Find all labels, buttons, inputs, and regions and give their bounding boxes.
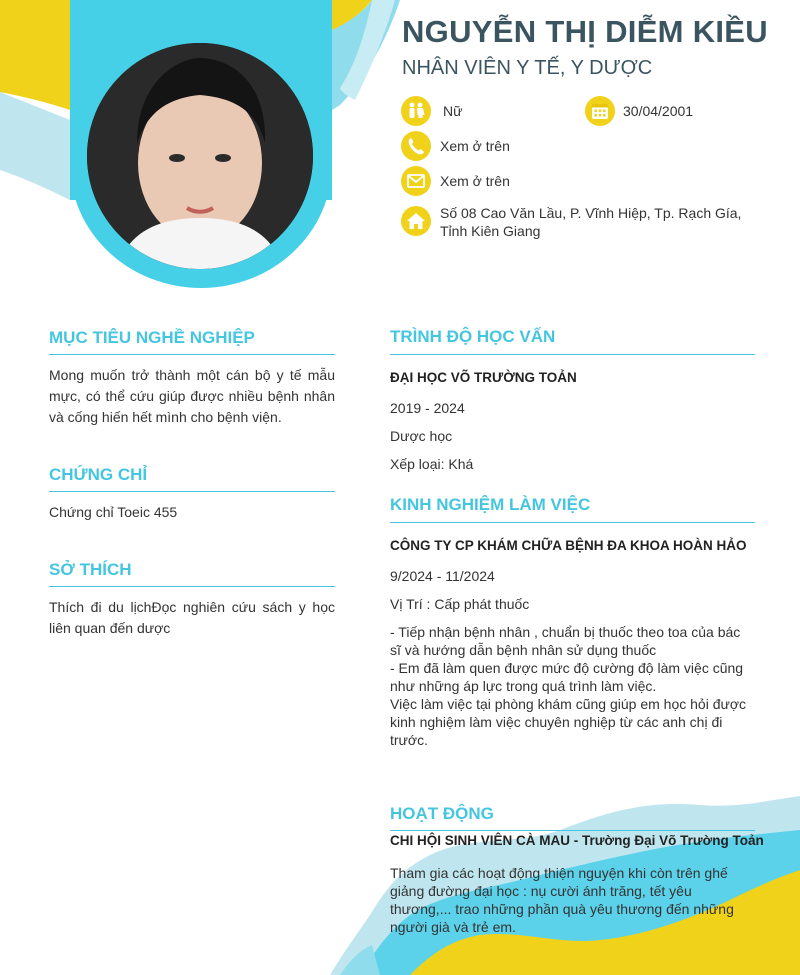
certificates-heading: CHỨNG CHỈ: [49, 465, 148, 484]
job-title: NHÂN VIÊN Y TẾ, Y DƯỢC: [402, 57, 653, 79]
objective-heading: MỤC TIÊU NGHỀ NGHIỆP: [49, 328, 255, 347]
education-period: 2019 - 2024: [390, 400, 465, 416]
hobbies-divider: [49, 586, 335, 587]
education-heading: TRÌNH ĐỘ HỌC VẤN: [390, 327, 556, 346]
education-divider: [390, 354, 755, 355]
phone-icon: [401, 131, 431, 161]
activities-heading: HOẠT ĐỘNG: [390, 804, 494, 823]
activities-text: Tham gia các hoạt động thiện nguyện khi còn trên ghế giảng đường đại học : nụ cười ánh trăng, tết yêu thương,... trao những phần quà yêu thương đến những người già và trẻ em.: [390, 865, 734, 935]
hobbies-text: Thích đi du lịchĐọc nghiên cứu sách y học liên quan đến dược: [49, 599, 335, 636]
education-grade: Xếp loại: Khá: [390, 456, 474, 472]
gender-value: Nữ: [443, 103, 463, 119]
address-value: Số 08 Cao Văn Lầu, P. Vĩnh Hiệp, Tp. Rạch Gía, Tỉnh Kiên Giang: [440, 205, 742, 239]
hobbies-heading: SỞ THÍCH: [49, 560, 132, 579]
profile-photo: [87, 43, 313, 269]
calendar-icon: [585, 96, 615, 126]
experience-position: Vị Trí : Cấp phát thuốc: [390, 596, 530, 612]
home-icon: [401, 206, 431, 236]
email-value: Xem ở trên: [440, 173, 510, 189]
experience-heading: KINH NGHIỆM LÀM VIỆC: [390, 495, 591, 514]
experience-company: CÔNG TY CP KHÁM CHỮA BỆNH ĐA KHOA HOÀN HẢO: [390, 538, 747, 553]
experience-period: 9/2024 - 11/2024: [390, 568, 495, 584]
experience-detail: - Em đã làm quen được mức độ cường độ làm việc cũng như những áp lực trong quá trình làm việc.: [390, 660, 744, 694]
objective-divider: [49, 354, 335, 355]
objective-text: Mong muốn trở thành một cán bộ y tế mẫu mực, có thể cứu giúp được nhiều bệnh nhân và cống hiến hết mình cho bệnh viện.: [49, 367, 335, 425]
candidate-name: NGUYỄN THỊ DIỄM KIỀU: [402, 14, 768, 49]
certificates-divider: [49, 491, 335, 492]
activities-org: CHI HỘI SINH VIÊN CÀ MAU - Trường Đại Võ Trường Toản: [390, 833, 764, 848]
education-school: ĐẠI HỌC VÕ TRƯỜNG TOẢN: [390, 370, 577, 385]
experience-detail: - Tiếp nhận bệnh nhân , chuẩn bị thuốc theo toa của bác sĩ và hướng dẫn bệnh nhân sử dụng thuốc: [390, 624, 741, 658]
education-major: Dược học: [390, 428, 453, 444]
experience-detail: Việc làm việc tại phòng khám cũng giúp em học hỏi được kinh nghiệm làm việc chuyên nghiệp từ các anh chị đi trước.: [390, 696, 747, 748]
email-icon: [401, 166, 431, 196]
birthdate-value: 30/04/2001: [623, 103, 694, 119]
phone-value: Xem ở trên: [440, 138, 510, 154]
certificates-text: Chứng chỉ Toeic 455: [49, 504, 178, 520]
experience-divider: [390, 522, 755, 523]
gender-icon: [401, 96, 431, 126]
